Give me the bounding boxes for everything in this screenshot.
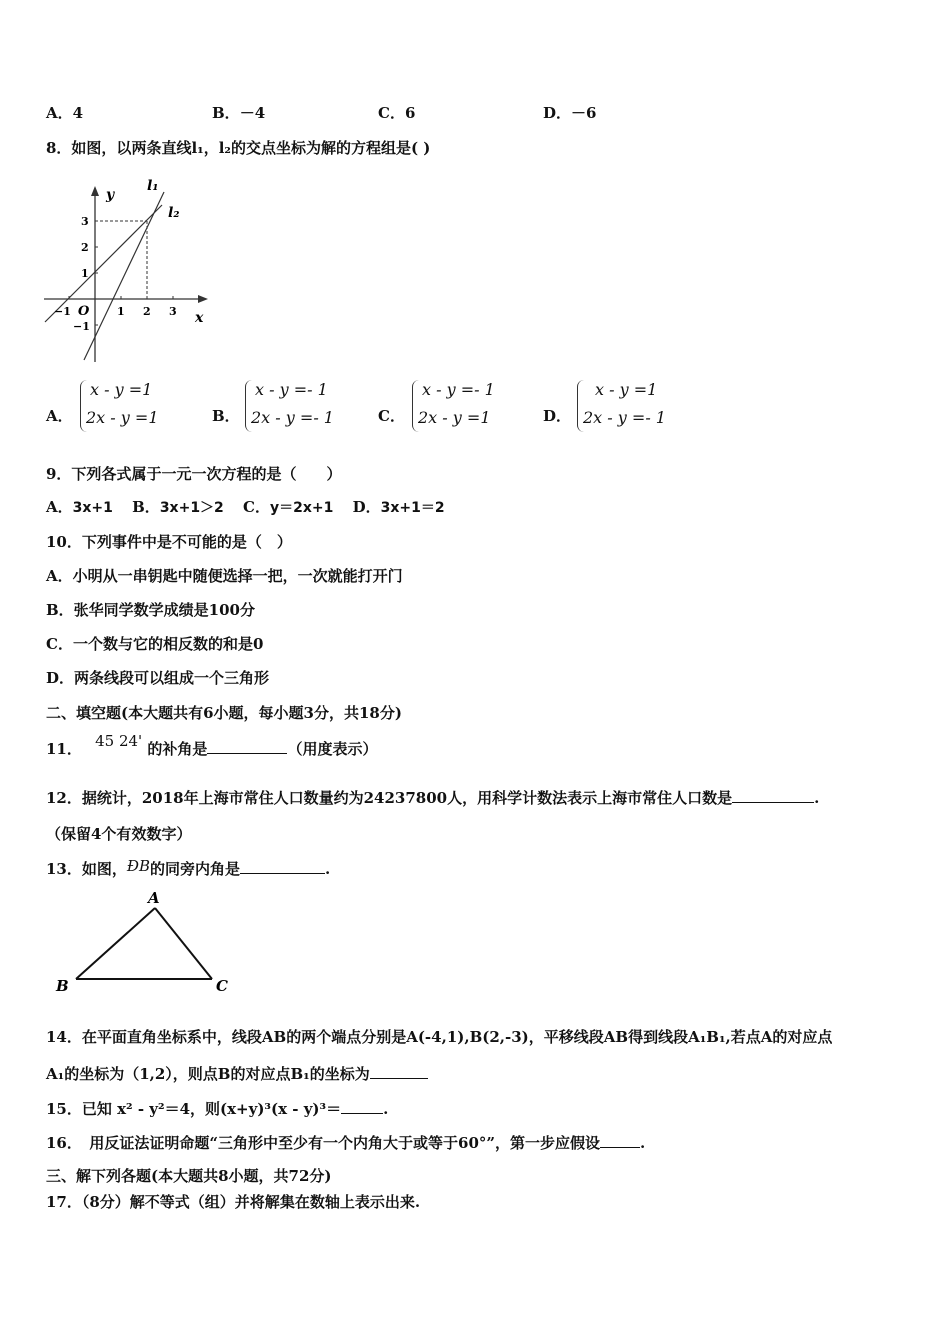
q15: 15．已知 x² - y²＝4，则(x+y)³(x - y)³＝ .	[46, 1100, 389, 1118]
q13: 13．如图，ÐB的同旁内角是 .	[46, 857, 331, 878]
q9-question: 9．下列各式属于一元一次方程的是（ ）	[46, 465, 342, 483]
q13-blank	[240, 859, 325, 874]
q13-triangle	[52, 885, 242, 1000]
x-axis-arrow	[198, 295, 208, 303]
x-tick-3: 3	[169, 305, 177, 318]
triangle-side-ab	[76, 908, 155, 979]
q10-option-a: A．小明从一串钥匙中随便选择一把，一次就能打开门	[46, 567, 403, 585]
q8-question: 8．如图，以两条直线l₁，l₂的交点坐标为解的方程组是( )	[46, 139, 431, 157]
y-tick-2: 2	[81, 241, 89, 254]
triangle-side-ac	[155, 908, 212, 979]
y-label: y	[106, 187, 115, 203]
q13-angle: ÐB	[126, 857, 151, 875]
q15-blank	[341, 1099, 383, 1114]
q7-option-a: A．4	[46, 104, 84, 122]
q8-option-a-label: A．	[46, 407, 73, 425]
q17: 17．（8分）解不等式（组）并将解集在数轴上表示出来.	[46, 1193, 421, 1211]
q8-option-d-label: D．	[543, 407, 572, 425]
q12-note: （保留4个有效数字）	[46, 825, 192, 843]
q7-option-c: C．6	[378, 104, 416, 122]
q12: 12．据统计，2018年上海市常住人口数量约为24237800人，用科学计数法表示上海市常住人口数是 .	[46, 789, 820, 807]
q7-option-d: D．－6	[543, 104, 597, 122]
origin-label: O	[78, 304, 90, 319]
q8-option-c-label: C．	[378, 407, 405, 425]
l1-label: l₁	[147, 178, 159, 194]
x-tick-1: 1	[117, 305, 125, 318]
q9-options: A．3x+1 B．3x+1＞2 C．y＝2x+1 D．3x+1＝2	[46, 498, 445, 516]
q10-option-c: C．一个数与它的相反数的和是0	[46, 635, 264, 653]
q8-option-b-label: B．	[212, 407, 240, 425]
vertex-b-label: B	[56, 977, 69, 995]
y-tick-1: 1	[81, 267, 89, 280]
q11-blank	[207, 739, 287, 754]
vertex-a-label: A	[148, 889, 160, 907]
section-2-heading: 二、填空题(本大题共有6小题，每小题3分，共18分)	[46, 704, 402, 722]
q16-blank	[600, 1133, 640, 1148]
q14-line2: A₁的坐标为（1,2），则点B的对应点B₁的坐标为	[46, 1063, 428, 1084]
y-tick-3: 3	[81, 215, 89, 228]
q10-question: 10．下列事件中是不可能的是（ ）	[46, 533, 292, 551]
q12-blank	[732, 788, 814, 803]
y-tick-neg1: −1	[73, 320, 90, 333]
y-axis-arrow	[91, 186, 99, 196]
line-l1	[84, 192, 164, 360]
q14-line1: 14．在平面直角坐标系中，线段AB的两个端点分别是A(-4,1),B(2,-3)，平移线段AB得到线段A₁B₁,若点A的对应点	[46, 1028, 833, 1046]
l2-label: l₂	[168, 205, 180, 221]
section-3-heading: 三、解下列各题(本大题共8小题，共72分)	[46, 1167, 332, 1185]
q7-option-b: B．－4	[212, 104, 266, 122]
q14-blank	[370, 1064, 428, 1079]
x-label: x	[195, 310, 204, 326]
x-tick-neg1: −1	[54, 305, 71, 318]
q10-option-b: B．张华同学数学成绩是100分	[46, 601, 255, 619]
q11-angle: 45 24'	[95, 732, 143, 750]
q10-option-d: D．两条线段可以组成一个三角形	[46, 669, 270, 687]
x-tick-2: 2	[143, 305, 151, 318]
vertex-c-label: C	[216, 977, 228, 995]
q11: 11． 45 24' 的补角是 （用度表示）	[46, 732, 378, 758]
q8-graph	[40, 170, 220, 365]
q16: 16． 用反证法证明命题“三角形中至少有一个内角大于或等于60°”，第一步应假设 .	[46, 1134, 646, 1152]
